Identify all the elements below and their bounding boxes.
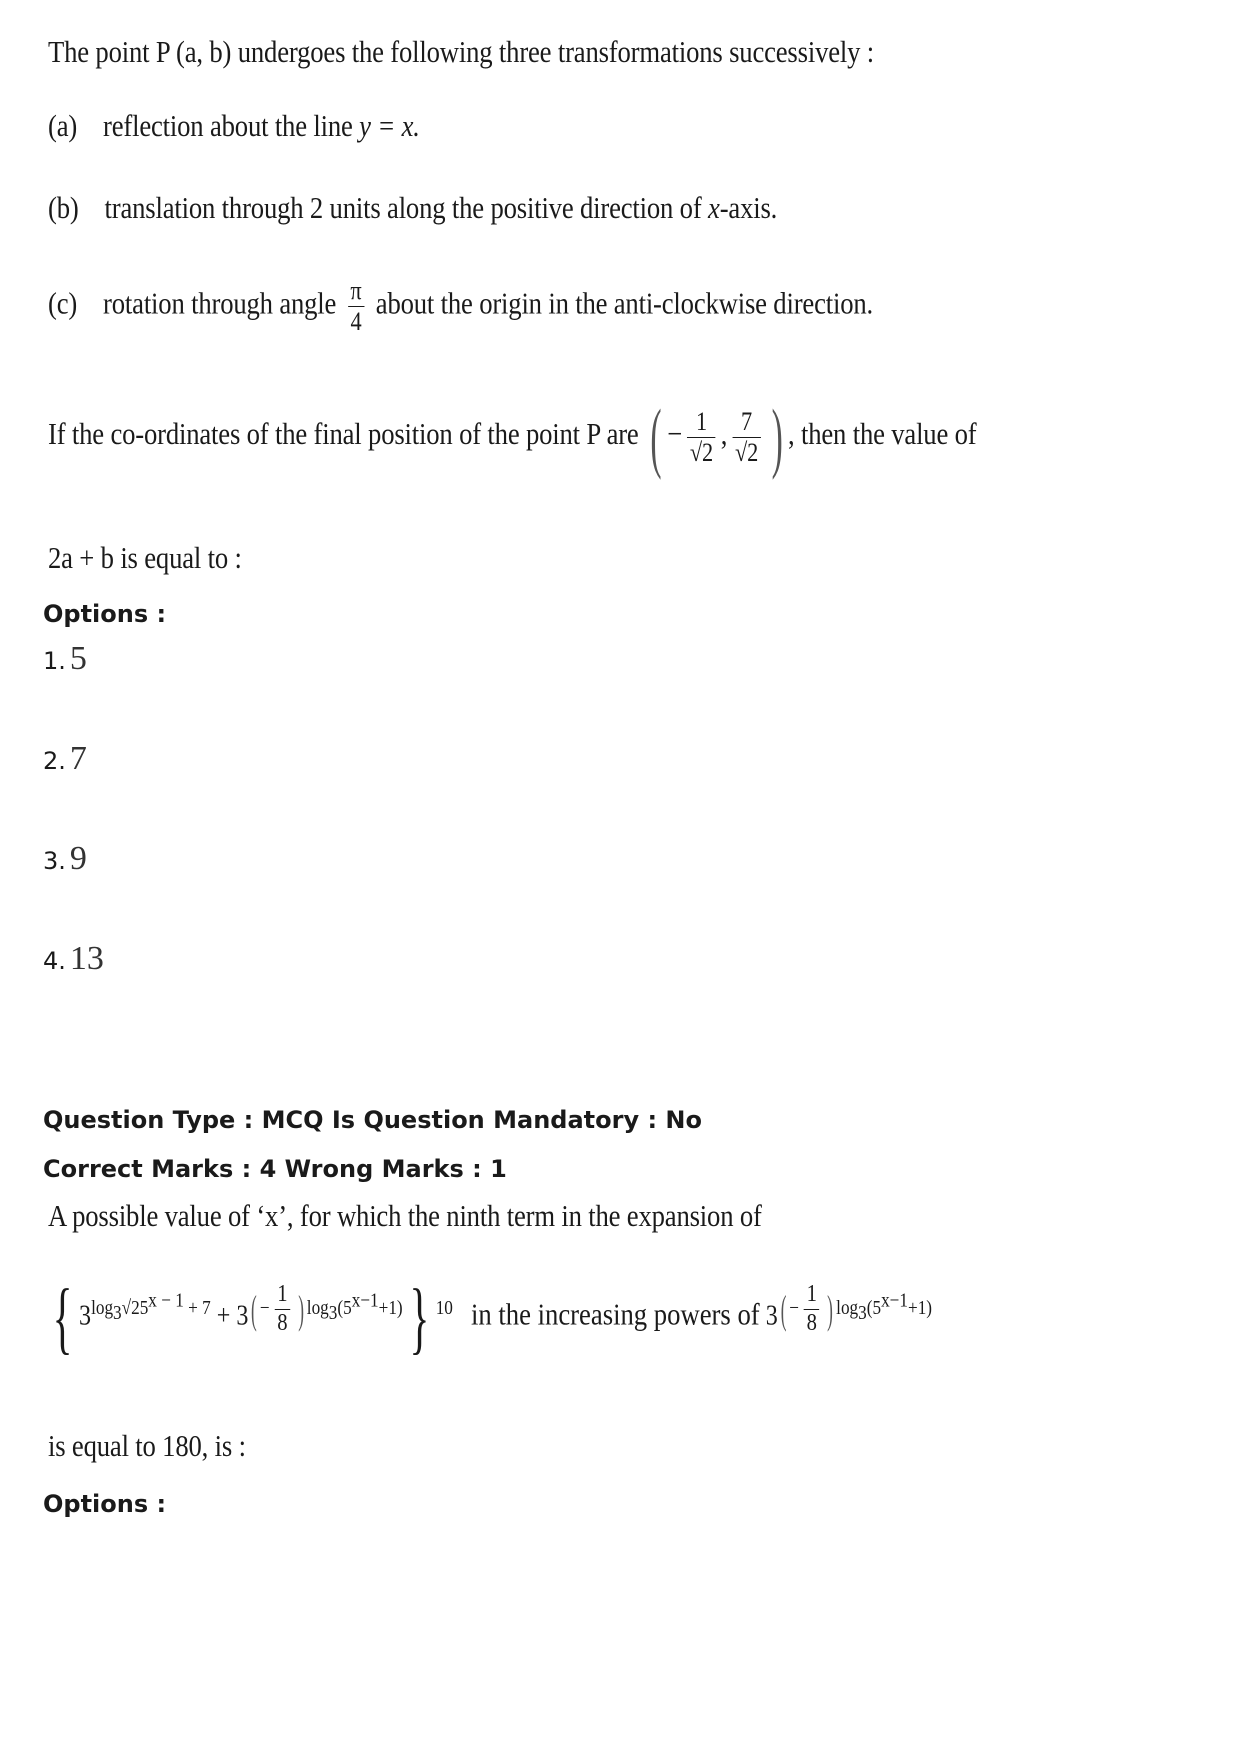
option-number: 3. bbox=[43, 847, 66, 875]
q1-step-b bbox=[48, 190, 777, 226]
exponent-a: x − 1 bbox=[148, 1289, 184, 1312]
fraction-one-eighth: $\frac{1}{8}$ bbox=[275, 1281, 290, 1337]
q2-options-label: Options : bbox=[43, 1490, 167, 1518]
pi-over-4-fraction: $\frac{\pi}{4}$ bbox=[348, 276, 364, 337]
log-a: log bbox=[91, 1297, 114, 1320]
q2-meta-marks: Correct Marks : 4 Wrong Marks : 1 bbox=[43, 1155, 507, 1183]
fraction-one-over-root2: $\frac{1}{√2}$ bbox=[687, 407, 715, 468]
step-label: (a) bbox=[48, 108, 78, 143]
base-three: 3 bbox=[79, 1300, 92, 1332]
left-paren: ( bbox=[780, 1286, 787, 1332]
option-number: 4. bbox=[43, 947, 66, 975]
final-text: If the co-ordinates of the final position of the point P are bbox=[48, 416, 639, 452]
outer-power: 10 bbox=[435, 1297, 453, 1320]
q1-options-label: Options : bbox=[43, 600, 167, 628]
q2-ending: is equal to 180, is : bbox=[48, 1428, 246, 1463]
step-text: translation through 2 units along the positive direction of bbox=[104, 190, 709, 225]
option-number: 1. bbox=[43, 647, 66, 675]
q2-meta-type: Question Type : MCQ Is Question Mandatory : No bbox=[43, 1106, 702, 1134]
step-math: y = x. bbox=[359, 108, 420, 143]
q1-option-3[interactable] bbox=[43, 840, 87, 878]
exponent-c: x−1 bbox=[881, 1289, 908, 1312]
log-base-b: 3 bbox=[328, 1302, 338, 1325]
right-paren: ) bbox=[298, 1286, 304, 1332]
log-arg-c: (5 bbox=[866, 1297, 882, 1320]
fraction-one-eighth: $\frac{1}{8}$ bbox=[804, 1281, 819, 1337]
sqrt-term: √25 bbox=[121, 1297, 149, 1320]
minus-sign: − bbox=[667, 416, 683, 452]
q2-expression bbox=[46, 1274, 933, 1362]
log-arg-c-end: +1) bbox=[907, 1297, 933, 1320]
left-brace: { bbox=[52, 1274, 73, 1362]
log-arg-b: (5 bbox=[337, 1297, 352, 1320]
step-label: (c) bbox=[48, 285, 78, 321]
right-brace: } bbox=[409, 1274, 430, 1362]
option-value: 7 bbox=[69, 740, 87, 777]
q2-intro: A possible value of ‘x’, for which the ninth term in the expansion of bbox=[48, 1198, 762, 1233]
log-b: log bbox=[306, 1297, 329, 1320]
option-number: 2. bbox=[43, 747, 66, 775]
step-text-post: about the origin in the anti-clockwise direction. bbox=[369, 285, 874, 321]
exponent-b: x−1 bbox=[351, 1289, 379, 1312]
option-value: 5 bbox=[69, 640, 87, 677]
log-base-c: 3 bbox=[858, 1302, 867, 1325]
step-math: x bbox=[708, 190, 720, 225]
log-c: log bbox=[836, 1297, 859, 1320]
right-paren: ) bbox=[771, 393, 783, 480]
q1-step-a bbox=[48, 108, 420, 144]
comma: , bbox=[720, 416, 728, 452]
minus-sign: − bbox=[789, 1297, 799, 1320]
base-three-c: 3 bbox=[765, 1300, 778, 1332]
q1-intro: The point P (a, b) undergoes the following three transformations successively : bbox=[48, 34, 875, 69]
final-text-post: , then the value of bbox=[788, 416, 977, 452]
fraction-seven-over-root2: $\frac{7}{√2}$ bbox=[732, 407, 760, 468]
step-text-post: -axis. bbox=[719, 190, 778, 225]
q1-final-position bbox=[48, 393, 977, 480]
left-paren: ( bbox=[251, 1286, 257, 1332]
step-label: (b) bbox=[48, 190, 79, 225]
right-paren: ) bbox=[827, 1286, 834, 1332]
step-text: reflection about the line bbox=[103, 108, 360, 143]
q1-option-1[interactable] bbox=[43, 640, 87, 678]
minus-sign: − bbox=[259, 1297, 270, 1320]
plus-seven: + 7 bbox=[183, 1297, 211, 1320]
step-text: rotation through angle bbox=[103, 285, 343, 321]
log-arg-b-end: +1) bbox=[378, 1297, 403, 1320]
q1-step-c bbox=[48, 276, 873, 337]
q1-ask: 2a + b is equal to : bbox=[48, 540, 242, 575]
option-value: 13 bbox=[69, 940, 104, 977]
option-value: 9 bbox=[69, 840, 87, 877]
q1-option-2[interactable] bbox=[43, 740, 87, 778]
plus-three: + 3 bbox=[210, 1300, 249, 1332]
left-paren: ( bbox=[650, 393, 662, 480]
mid-text: in the increasing powers of bbox=[470, 1296, 760, 1332]
q1-option-4[interactable] bbox=[43, 940, 104, 978]
log-base-a: 3 bbox=[113, 1302, 122, 1325]
